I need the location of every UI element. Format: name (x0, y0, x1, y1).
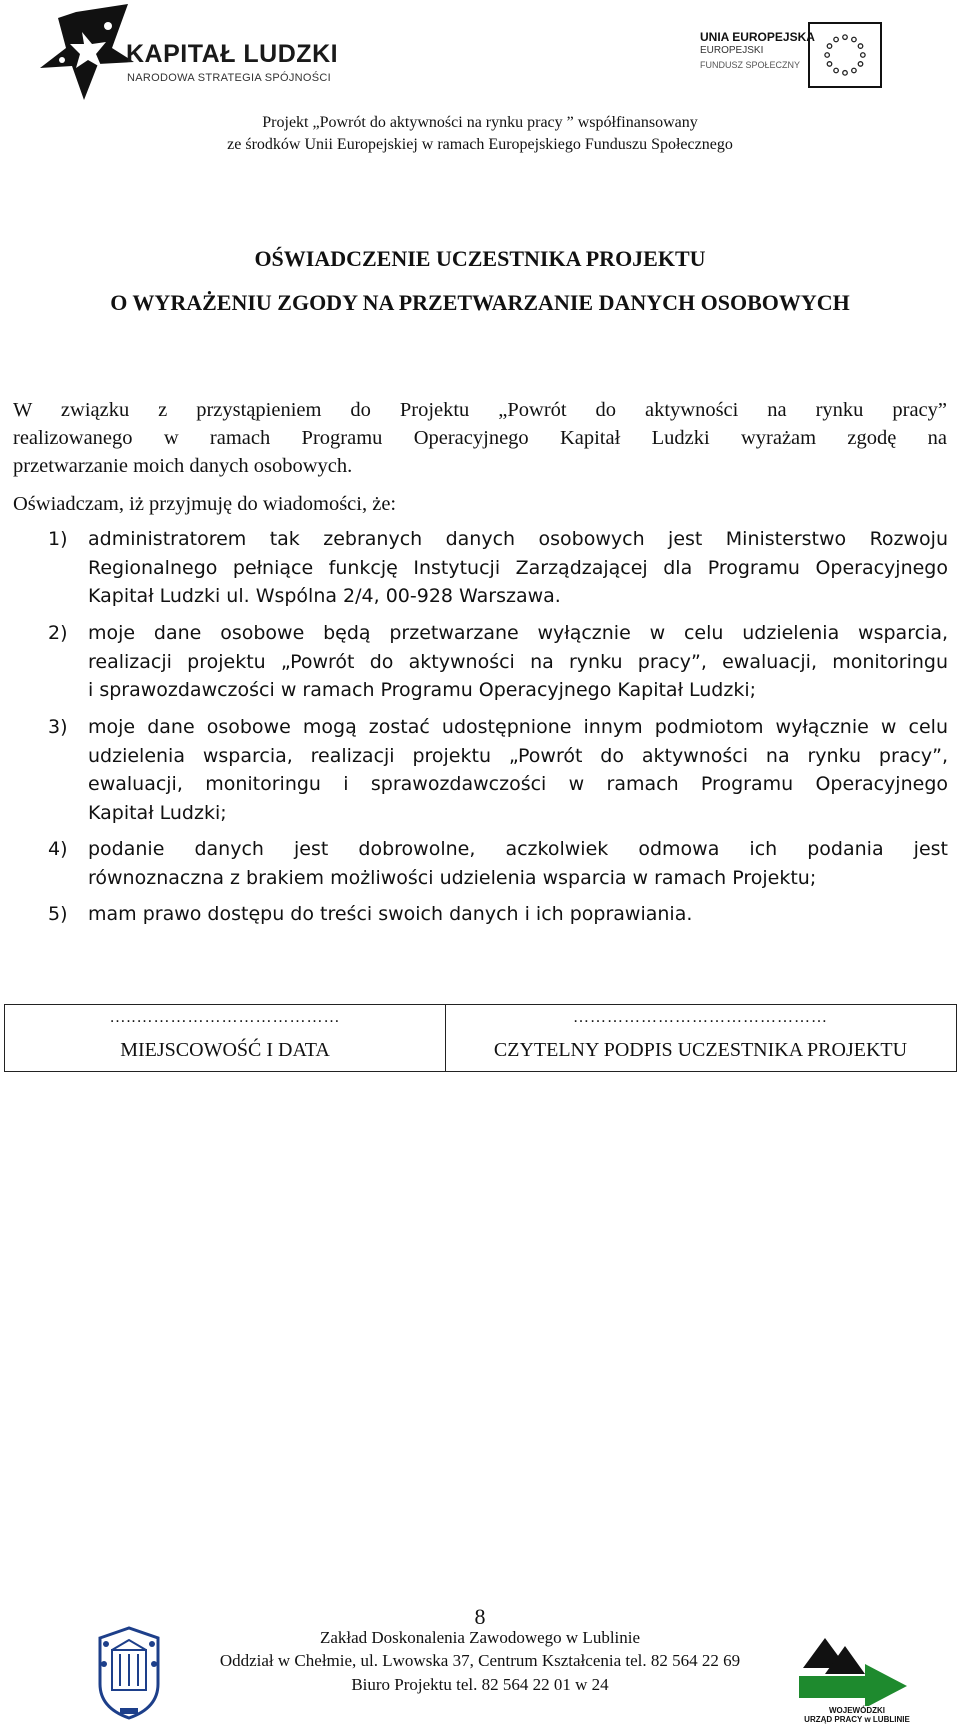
list-item-line: podanie danych jest dobrowolne, aczkolwiek odmowa ich podania jest (88, 838, 948, 860)
chelm-crest-icon (90, 1624, 168, 1722)
eu-logo-line1: UNIA EUROPEJSKA (700, 30, 815, 44)
eu-logo-text (700, 30, 815, 72)
document-title-line2: O WYRAŻENIU ZGODY NA PRZETWARZANIE DANYCH OSOBOWYCH (110, 290, 850, 315)
list-item-number: 2) (48, 622, 68, 644)
eu-logo (700, 22, 940, 92)
footer-line2: Oddział w Chełmie, ul. Lwowska 37, Centrum Kształcenia tel. 82 564 22 69 (219, 1651, 741, 1670)
list-item-number: 3) (48, 716, 68, 738)
wup-logo-line2: URZĄD PRACY w LUBLINIE (804, 1715, 910, 1724)
list-item-body (88, 835, 948, 892)
wup-logo-text (795, 1706, 919, 1724)
declaration-text: Oświadczam, iż przyjmuję do wiadomości, że: (13, 493, 397, 515)
kapital-ludzki-logo (38, 4, 348, 104)
footer-line1: Zakład Doskonalenia Zawodowego w Lublinie (319, 1628, 641, 1647)
kapital-ludzki-star-icon (38, 4, 138, 104)
list-item-line: moje dane osobowe mogą zostać udostępnione innym podmiotom wyłącznie w celu (88, 716, 948, 738)
intro-paragraph (13, 396, 947, 480)
kapital-ludzki-title: KAPITAŁ LUDZKI (126, 40, 339, 68)
declaration-paragraph (13, 490, 947, 518)
signature-cell[interactable] (446, 1005, 955, 1071)
intro-line: przetwarzanie moich danych osobowych. (13, 455, 353, 477)
document-title-line1: OŚWIADCZENIE UCZESTNIKA PROJEKTU (254, 246, 706, 271)
signature-field: ……………………………………… (573, 1009, 828, 1026)
place-date-field: …..……………………………… (109, 1009, 341, 1026)
project-cofinancing-line2: ze środków Unii Europejskiej w ramach Europejskiego Funduszu Społecznego (227, 136, 733, 153)
intro-line: realizowanego w ramach Programu Operacyjnego Kapitał Ludzki wyrażam zgodę na (13, 427, 947, 449)
page-number: 8 (474, 1604, 486, 1629)
place-date-cell[interactable] (5, 1005, 446, 1071)
wup-arrow-icon (795, 1628, 919, 1706)
footer-line3: Biuro Projektu tel. 82 564 22 01 w 24 (351, 1675, 609, 1694)
list-item-line: moje dane osobowe będą przetwarzane wyłącznie w celu udzielenia wsparcia, (88, 622, 948, 644)
list-item-number: 4) (48, 838, 68, 860)
kapital-ludzki-subtitle: NARODOWA STRATEGIA SPÓJNOŚCI (127, 72, 331, 84)
list-item-line: udzielenia wsparcia, realizacji projektu „Powrót do aktywności na rynku pracy”, (88, 744, 948, 767)
intro-line: W związku z przystąpieniem do Projektu „Powrót do aktywności na rynku pracy” (13, 399, 947, 421)
list-item-line: ewaluacji, monitoringu i sprawozdawczości w ramach Programu Operacyjnego (88, 773, 948, 795)
eu-stars-flag-icon (808, 22, 882, 88)
list-item-body (88, 525, 948, 611)
wup-lublin-logo (795, 1628, 919, 1722)
list-item-number: 5) (48, 903, 68, 925)
list-item-line: Regionalnego pełniące funkcję Instytucji Zarządzającej dla Programu Operacyjnego (88, 556, 948, 579)
eu-logo-line2: EUROPEJSKI (700, 45, 764, 56)
list-item-line: równoznaczna z brakiem możliwości udzielenia wsparcia w ramach Projektu; (88, 866, 817, 889)
list-item-body (88, 713, 948, 827)
project-cofinancing-line1: Projekt „Powrót do aktywności na rynku pracy ” współfinansowany (262, 114, 698, 131)
list-item-line: administratorem tak zebranych danych osobowych jest Ministerstwo Rozwoju (88, 528, 948, 550)
page-header (0, 0, 960, 160)
signature-label: CZYTELNY PODPIS UCZESTNIKA PROJEKTU (493, 1039, 908, 1061)
list-item-line: i sprawozdawczości w ramach Programu Operacyjnego Kapitał Ludzki; (88, 679, 757, 701)
list-item-line: realizacji projektu „Powrót do aktywności na rynku pracy”, ewaluacji, monitoringu (88, 650, 948, 673)
list-item-line: Kapitał Ludzki ul. Wspólna 2/4, 00-928 Warszawa. (88, 585, 561, 607)
list-item-body (88, 619, 948, 705)
eu-logo-line3: FUNDUSZ SPOŁECZNY (700, 60, 801, 70)
list-item-line: mam prawo dostępu do treści swoich danych i ich poprawiania. (88, 903, 693, 925)
wup-logo-line1: WOJEWÓDZKI (829, 1706, 885, 1715)
list-item-body (88, 900, 948, 929)
list-item-line: Kapitał Ludzki; (88, 801, 227, 824)
signature-table (4, 1004, 957, 1072)
place-date-label: MIEJSCOWOŚĆ I DATA (120, 1039, 330, 1061)
list-item-number: 1) (48, 528, 68, 550)
